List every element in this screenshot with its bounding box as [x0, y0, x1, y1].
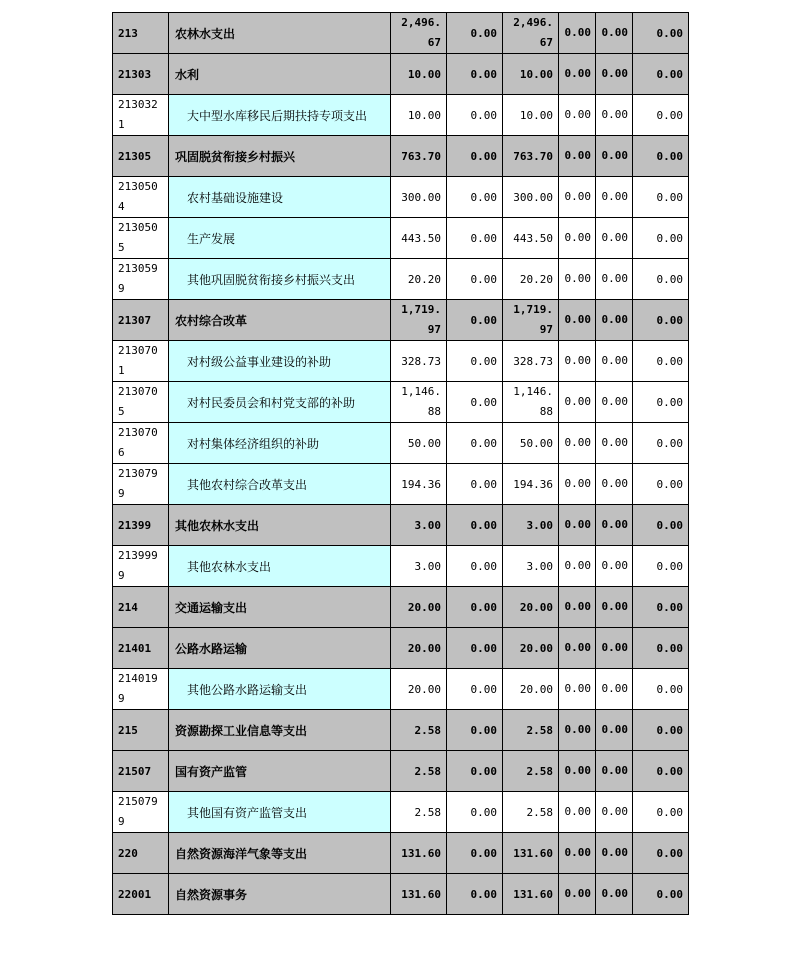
code-cell: 21303 [113, 54, 169, 95]
code-cell: 22001 [113, 874, 169, 915]
total-cell: 300.00 [391, 177, 447, 218]
project-cell: 328.73 [503, 341, 559, 382]
project-cell: 2.58 [503, 710, 559, 751]
name-cell: 国有资产监管 [169, 751, 391, 792]
col6-cell: 0.00 [633, 464, 689, 505]
col5-cell: 0.00 [596, 833, 633, 874]
col6-cell: 0.00 [633, 874, 689, 915]
name-cell: 对村级公益事业建设的补助 [169, 341, 391, 382]
col6-cell: 0.00 [633, 54, 689, 95]
code-cell: 2130706 [113, 423, 169, 464]
name-cell: 大中型水库移民后期扶持专项支出 [169, 95, 391, 136]
total-cell: 3.00 [391, 505, 447, 546]
name-cell: 水利 [169, 54, 391, 95]
basic-cell: 0.00 [447, 13, 503, 54]
basic-cell: 0.00 [447, 751, 503, 792]
project-cell: 194.36 [503, 464, 559, 505]
col6-cell: 0.00 [633, 546, 689, 587]
code-cell: 21399 [113, 505, 169, 546]
basic-cell: 0.00 [447, 874, 503, 915]
col5-cell: 0.00 [596, 546, 633, 587]
item-row [113, 423, 689, 464]
col5-cell: 0.00 [596, 218, 633, 259]
basic-cell: 0.00 [447, 628, 503, 669]
code-cell: 2150799 [113, 792, 169, 833]
col4-cell: 0.00 [559, 382, 596, 423]
project-cell: 443.50 [503, 218, 559, 259]
basic-cell: 0.00 [447, 259, 503, 300]
category-row [113, 136, 689, 177]
code-cell: 2139999 [113, 546, 169, 587]
project-cell: 20.00 [503, 669, 559, 710]
total-cell: 2.58 [391, 710, 447, 751]
col5-cell: 0.00 [596, 300, 633, 341]
project-cell: 2.58 [503, 751, 559, 792]
name-cell: 其他农村综合改革支出 [169, 464, 391, 505]
code-cell: 21401 [113, 628, 169, 669]
col4-cell: 0.00 [559, 833, 596, 874]
col5-cell: 0.00 [596, 710, 633, 751]
col4-cell: 0.00 [559, 218, 596, 259]
code-cell: 2130504 [113, 177, 169, 218]
code-cell: 2130701 [113, 341, 169, 382]
col4-cell: 0.00 [559, 792, 596, 833]
code-cell: 2130799 [113, 464, 169, 505]
col6-cell: 0.00 [633, 710, 689, 751]
item-row [113, 177, 689, 218]
col6-cell: 0.00 [633, 669, 689, 710]
basic-cell: 0.00 [447, 218, 503, 259]
category-row [113, 54, 689, 95]
project-cell: 3.00 [503, 546, 559, 587]
col4-cell: 0.00 [559, 546, 596, 587]
category-row [113, 874, 689, 915]
col6-cell: 0.00 [633, 628, 689, 669]
item-row [113, 669, 689, 710]
name-cell: 农林水支出 [169, 13, 391, 54]
name-cell: 其他国有资产监管支出 [169, 792, 391, 833]
basic-cell: 0.00 [447, 177, 503, 218]
project-cell: 1,146.88 [503, 382, 559, 423]
project-cell: 763.70 [503, 136, 559, 177]
total-cell: 20.20 [391, 259, 447, 300]
col5-cell: 0.00 [596, 628, 633, 669]
col6-cell: 0.00 [633, 382, 689, 423]
col4-cell: 0.00 [559, 628, 596, 669]
name-cell: 农村综合改革 [169, 300, 391, 341]
col5-cell: 0.00 [596, 423, 633, 464]
category-row [113, 833, 689, 874]
item-row [113, 341, 689, 382]
name-cell: 其他公路水路运输支出 [169, 669, 391, 710]
col5-cell: 0.00 [596, 95, 633, 136]
col6-cell: 0.00 [633, 751, 689, 792]
col5-cell: 0.00 [596, 751, 633, 792]
name-cell: 巩固脱贫衔接乡村振兴 [169, 136, 391, 177]
code-cell: 2140199 [113, 669, 169, 710]
budget-table-body [113, 13, 689, 915]
name-cell: 资源勘探工业信息等支出 [169, 710, 391, 751]
name-cell: 公路水路运输 [169, 628, 391, 669]
basic-cell: 0.00 [447, 54, 503, 95]
name-cell: 其他农林水支出 [169, 546, 391, 587]
col6-cell: 0.00 [633, 13, 689, 54]
col6-cell: 0.00 [633, 218, 689, 259]
basic-cell: 0.00 [447, 669, 503, 710]
total-cell: 1,719.97 [391, 300, 447, 341]
total-cell: 20.00 [391, 628, 447, 669]
project-cell: 3.00 [503, 505, 559, 546]
col6-cell: 0.00 [633, 505, 689, 546]
basic-cell: 0.00 [447, 587, 503, 628]
name-cell: 其他农林水支出 [169, 505, 391, 546]
basic-cell: 0.00 [447, 95, 503, 136]
project-cell: 2.58 [503, 792, 559, 833]
total-cell: 328.73 [391, 341, 447, 382]
code-cell: 2130705 [113, 382, 169, 423]
total-cell: 1,146.88 [391, 382, 447, 423]
item-row [113, 792, 689, 833]
name-cell: 对村民委员会和村党支部的补助 [169, 382, 391, 423]
code-cell: 214 [113, 587, 169, 628]
item-row [113, 464, 689, 505]
project-cell: 1,719.97 [503, 300, 559, 341]
code-cell: 220 [113, 833, 169, 874]
code-cell: 2130321 [113, 95, 169, 136]
project-cell: 20.00 [503, 587, 559, 628]
total-cell: 10.00 [391, 54, 447, 95]
total-cell: 131.60 [391, 833, 447, 874]
item-row [113, 382, 689, 423]
item-row [113, 218, 689, 259]
name-cell: 交通运输支出 [169, 587, 391, 628]
col6-cell: 0.00 [633, 136, 689, 177]
col4-cell: 0.00 [559, 300, 596, 341]
col4-cell: 0.00 [559, 587, 596, 628]
basic-cell: 0.00 [447, 505, 503, 546]
category-row [113, 587, 689, 628]
col4-cell: 0.00 [559, 54, 596, 95]
col4-cell: 0.00 [559, 13, 596, 54]
col6-cell: 0.00 [633, 177, 689, 218]
total-cell: 20.00 [391, 587, 447, 628]
col4-cell: 0.00 [559, 874, 596, 915]
project-cell: 20.20 [503, 259, 559, 300]
col4-cell: 0.00 [559, 95, 596, 136]
basic-cell: 0.00 [447, 833, 503, 874]
name-cell: 生产发展 [169, 218, 391, 259]
total-cell: 131.60 [391, 874, 447, 915]
total-cell: 50.00 [391, 423, 447, 464]
category-row [113, 505, 689, 546]
basic-cell: 0.00 [447, 792, 503, 833]
col5-cell: 0.00 [596, 136, 633, 177]
name-cell: 自然资源海洋气象等支出 [169, 833, 391, 874]
col5-cell: 0.00 [596, 505, 633, 546]
col4-cell: 0.00 [559, 177, 596, 218]
col6-cell: 0.00 [633, 833, 689, 874]
project-cell: 50.00 [503, 423, 559, 464]
col6-cell: 0.00 [633, 300, 689, 341]
col4-cell: 0.00 [559, 259, 596, 300]
col5-cell: 0.00 [596, 382, 633, 423]
col4-cell: 0.00 [559, 423, 596, 464]
name-cell: 农村基础设施建设 [169, 177, 391, 218]
item-row [113, 259, 689, 300]
name-cell: 自然资源事务 [169, 874, 391, 915]
basic-cell: 0.00 [447, 300, 503, 341]
total-cell: 20.00 [391, 669, 447, 710]
total-cell: 2.58 [391, 792, 447, 833]
col4-cell: 0.00 [559, 751, 596, 792]
project-cell: 10.00 [503, 54, 559, 95]
col5-cell: 0.00 [596, 669, 633, 710]
col4-cell: 0.00 [559, 669, 596, 710]
total-cell: 194.36 [391, 464, 447, 505]
col4-cell: 0.00 [559, 710, 596, 751]
basic-cell: 0.00 [447, 341, 503, 382]
col5-cell: 0.00 [596, 341, 633, 382]
category-row [113, 300, 689, 341]
total-cell: 443.50 [391, 218, 447, 259]
col5-cell: 0.00 [596, 792, 633, 833]
project-cell: 2,496.67 [503, 13, 559, 54]
col5-cell: 0.00 [596, 464, 633, 505]
code-cell: 213 [113, 13, 169, 54]
col4-cell: 0.00 [559, 505, 596, 546]
code-cell: 21307 [113, 300, 169, 341]
code-cell: 21305 [113, 136, 169, 177]
total-cell: 3.00 [391, 546, 447, 587]
col5-cell: 0.00 [596, 874, 633, 915]
col6-cell: 0.00 [633, 341, 689, 382]
col6-cell: 0.00 [633, 423, 689, 464]
col5-cell: 0.00 [596, 177, 633, 218]
total-cell: 2,496.67 [391, 13, 447, 54]
name-cell: 对村集体经济组织的补助 [169, 423, 391, 464]
basic-cell: 0.00 [447, 423, 503, 464]
project-cell: 10.00 [503, 95, 559, 136]
project-cell: 300.00 [503, 177, 559, 218]
code-cell: 215 [113, 710, 169, 751]
code-cell: 2130505 [113, 218, 169, 259]
basic-cell: 0.00 [447, 382, 503, 423]
name-cell: 其他巩固脱贫衔接乡村振兴支出 [169, 259, 391, 300]
col4-cell: 0.00 [559, 464, 596, 505]
item-row [113, 546, 689, 587]
basic-cell: 0.00 [447, 464, 503, 505]
total-cell: 2.58 [391, 751, 447, 792]
col5-cell: 0.00 [596, 54, 633, 95]
col4-cell: 0.00 [559, 341, 596, 382]
col6-cell: 0.00 [633, 587, 689, 628]
total-cell: 10.00 [391, 95, 447, 136]
col6-cell: 0.00 [633, 95, 689, 136]
category-row [113, 751, 689, 792]
budget-table [112, 12, 689, 915]
col5-cell: 0.00 [596, 259, 633, 300]
code-cell: 21507 [113, 751, 169, 792]
code-cell: 2130599 [113, 259, 169, 300]
category-row [113, 628, 689, 669]
col5-cell: 0.00 [596, 587, 633, 628]
basic-cell: 0.00 [447, 710, 503, 751]
col5-cell: 0.00 [596, 13, 633, 54]
basic-cell: 0.00 [447, 136, 503, 177]
col4-cell: 0.00 [559, 136, 596, 177]
project-cell: 131.60 [503, 833, 559, 874]
project-cell: 131.60 [503, 874, 559, 915]
col6-cell: 0.00 [633, 259, 689, 300]
project-cell: 20.00 [503, 628, 559, 669]
basic-cell: 0.00 [447, 546, 503, 587]
category-row [113, 13, 689, 54]
total-cell: 763.70 [391, 136, 447, 177]
col6-cell: 0.00 [633, 792, 689, 833]
category-row [113, 710, 689, 751]
item-row [113, 95, 689, 136]
